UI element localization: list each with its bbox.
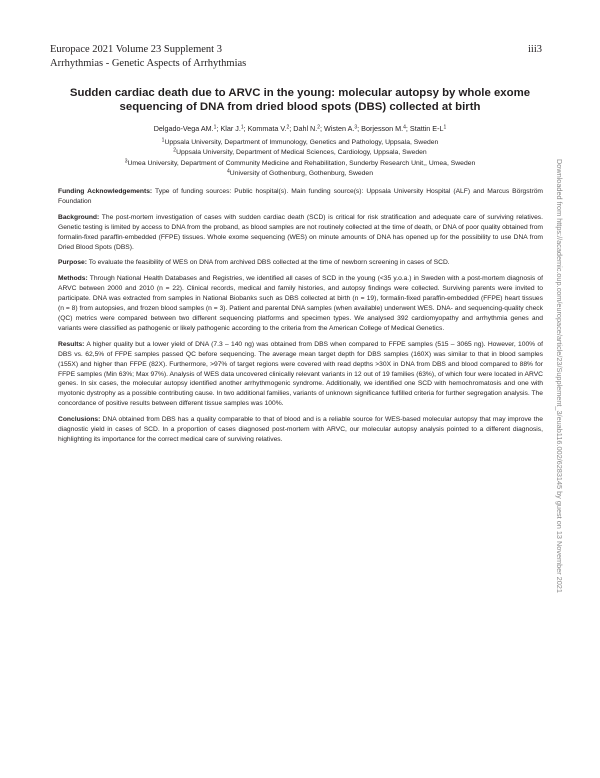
journal-header: Europace 2021 Volume 23 Supplement 3 xyxy=(50,44,222,55)
affiliation: $^2$Uppsala University, Department of Medical Sciences, Cardiology, Uppsala, Sweden xyxy=(173,147,427,157)
affiliation-list xyxy=(50,138,550,179)
page-number: iii3 xyxy=(527,44,542,55)
author: Stattin $E-L^1$ xyxy=(409,124,447,133)
purpose-label: Purpose: xyxy=(58,259,87,267)
article-title-line-1: Sudden cardiac death due to ARVC in the young: molecular autopsy by whole exome xyxy=(69,87,531,99)
abstract-body xyxy=(58,187,543,451)
background-paragraph: Background: The post-mortem investigation of cases with sudden cardiac death (SCD) is critical for risk stratification and adequate care of surviving relatives. Genetic testing is limited by access to DNA from the proband, as blood samples are not routinely collected at the time of death, or DNA of poor quality obtained from formalin-fixed paraffin-embedded (FFPE) tissues. Whole exome sequencing (WES) on minute amounts of DNA has opened up for the possibility to use DNA from Dried Blood Spots (DBS). xyxy=(58,213,543,251)
funding-paragraph: Funding Acknowledgements: Type of funding sources: Public hospital(s). Main funding source(s): Uppsala University Hospital (ALF) and Marcus Börgström Foundation xyxy=(58,188,543,205)
methods-label: Methods: xyxy=(58,275,88,283)
article-title-line-2: sequencing of DNA from dried blood spots (DBS) collected at birth xyxy=(119,101,481,113)
background-label: Background: xyxy=(58,213,100,221)
results-label: Results: xyxy=(58,340,85,348)
author: Borjesson M.$^4$ xyxy=(361,124,406,133)
author: Wisten A.$^3$ xyxy=(324,124,358,133)
affiliation: $^1$Uppsala University, Department of Immunology, Genetics and Pathology, Uppsala, Sweden xyxy=(161,137,439,146)
author: Delgado-Vega AM.$^1$ xyxy=(153,124,217,133)
methods-paragraph: Methods: Through National Health Databases and Registries, we identified all cases of SCD in the young (<35 y.o.a.) in Sweden with a post-mortem diagnosis of ARVC between 2000 and 2010 (n = 22). Clinical records, medical and family histories, and autopsy findings were collected. Surviving parents were invited to participate. DNA was extracted from samples in National Biobanks such as DBS collected at birth (n = 19), formalin-fixed paraffin-embedded (FFPE) heart tissues (n = 8) from autopsies, and frozen blood samples (n = 3). Patient and parental DNA samples (when available) underwent WES. DNA- and sequencing-quality check (QC) metrics were compared between two different sequencing platforms and specimen types. We analysed 392 cardiomyopathy and arrhythmia genes and variants were classified as pathogenic or likely pathogenic according to the criteria from the American College of Medical Genetics. xyxy=(58,275,543,332)
author: Klar J.$^1$ xyxy=(220,124,244,133)
article-title xyxy=(50,86,550,114)
download-watermark: Downloaded from https://academic.oup.com/europace/article/23/Supplement_3/euab116.002/6283145 by guest on 13 November 2021 xyxy=(555,159,564,593)
conclusions-paragraph: Conclusions: DNA obtained from DBS has a quality comparable to that of blood and is a reliable source for WES-based molecular autopsy that may improve the diagnostic yield in cases of SCD. In a proportion of cases diagnosed post-mortem with ARVC, our molecular autopsy analysis pointed to a different diagnosis, highlighting its importance for the correct medical care of surviving relatives. xyxy=(58,416,543,443)
author: Dahl N.$^2$ xyxy=(293,124,321,133)
funding-label: Funding Acknowledgements: xyxy=(58,188,153,195)
conclusions-label: Conclusions: xyxy=(58,416,101,424)
affiliation: $^3$Umea University, Department of Community Medicine and Rehabilitation, Sunderby Research Unit,, Umea, Sweden xyxy=(124,158,476,167)
section-header: Arrhythmias - Genetic Aspects of Arrhythmias xyxy=(50,58,247,69)
author-list: Delgado-Vega AM.$^1$; Klar J.$^1$; Kommata V.$^2$; Dahl N.$^2$; Wisten A.$^3$; Borjesson M.$^4$; Stattin $E-L^1$ xyxy=(153,124,447,133)
results-paragraph: Results: A higher quality but a lower yield of DNA (7.3 – 140 ng) was obtained from DBS when compared to FFPE samples (515 – 3065 ng). However, 100% of DBS vs. 62,5% of FFPE samples passed QC before sequencing. The average mean target depth for DBS samples (160X) was similar to that in blood samples (155X) and higher than FFPE (82X). Furthermore, >97% of target regions were covered with read depths >30X in DNA from DBS and blood compared to 88% for FFPE samples (Min 63%; Max 97%). Analysis of WES data uncovered clinically relevant variants in 12 out of 19 families (63%), of which four were located in ARVC genes. In six cases, the molecular autopsy identified another arrhythmogenic syndrome. Additionally, we identified one SCD with hemochromatosis and one with myotonic dystrophy as a possible contributing cause. In two additional families, variants of unknown significance fulfilled criteria for further segregation analysis. The concordance of positive results between different tissue samples was 100%. xyxy=(58,340,543,408)
affiliation: $^4$University of Gothenburg, Gothenburg, Sweden xyxy=(227,168,373,177)
purpose-paragraph: Purpose: To evaluate the feasibility of WES on DNA from archived DBS collected at the time of newborn screening in cases of SCD. xyxy=(58,259,450,267)
author: Kommata V.$^2$ xyxy=(247,124,290,133)
